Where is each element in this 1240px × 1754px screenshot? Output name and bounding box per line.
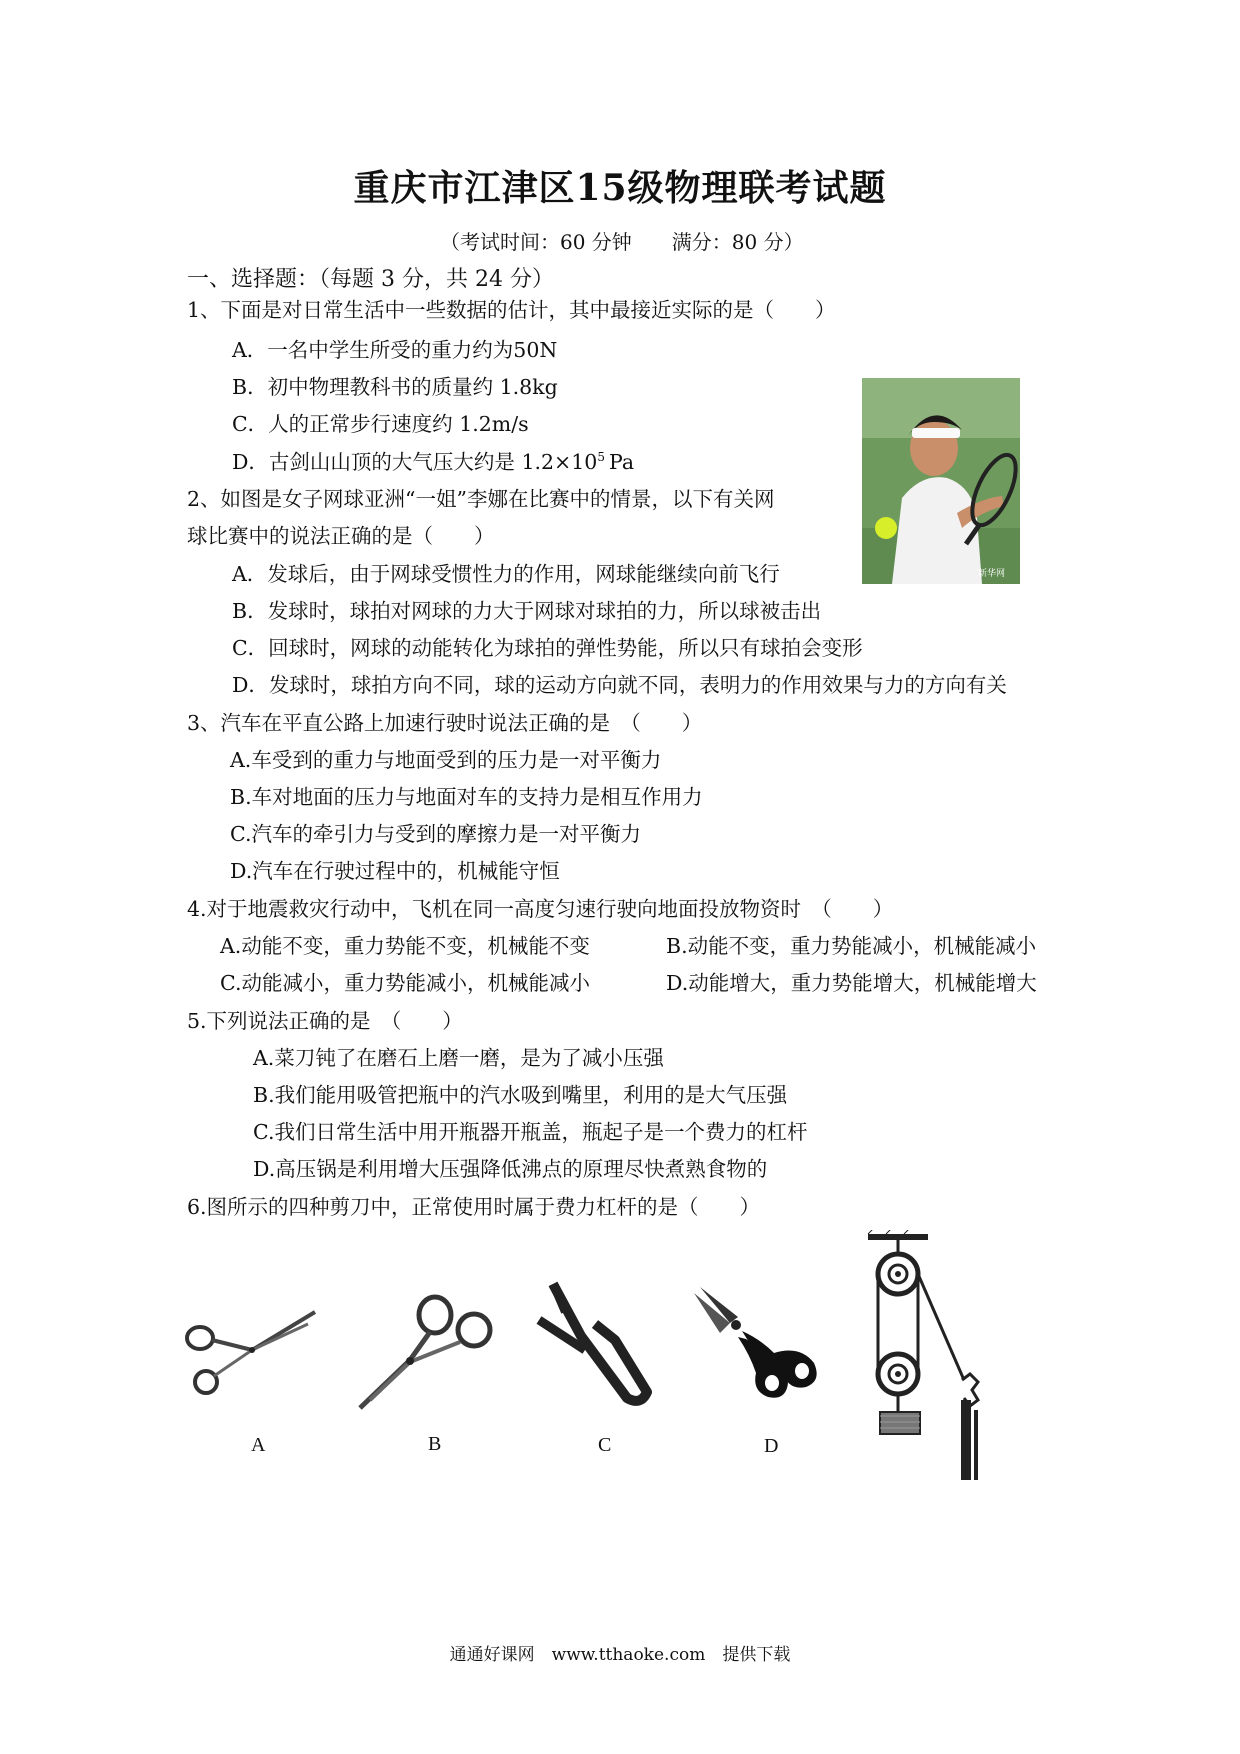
section-heading: 一、选择题：（每题 3 分，共 24 分） [187,267,554,292]
question-5-option-d: D.高压锅是利用增大压强降低沸点的原理尽快煮熟食物的 [253,1157,768,1181]
scissors-a-figure [180,1290,320,1400]
question-2-option-d: D．发球时，球拍方向不同，球的运动方向就不同，表明力的作用效果与力的方向有关 [232,673,1007,697]
figure-label-c: C [598,1434,612,1456]
photo-watermark: 新华网 [978,569,1006,579]
question-2-option-c: C．回球时，网球的动能转化为球拍的弹性势能，所以只有球拍会变形 [232,636,863,660]
question-5-option-b: B.我们能用吸管把瓶中的汽水吸到嘴里，利用的是大气压强 [253,1083,788,1107]
question-3-option-b: B.车对地面的压力与地面对车的支持力是相互作用力 [230,785,703,809]
question-1-stem: 1、下面是对日常生活中一些数据的估计，其中最接近实际的是（ ） [187,298,836,322]
question-4-option-d: D.动能增大，重力势能增大，机械能增大 [666,971,1037,995]
question-1-option-b: B．初中物理教科书的质量约 1.8kg [232,375,558,399]
question-3-option-a: A.车受到的重力与地面受到的压力是一对平衡力 [230,748,662,772]
figure-label-d: D [764,1435,779,1457]
question-3-option-c: C.汽车的牵引力与受到的摩擦力是一对平衡力 [230,822,641,846]
question-6-stem: 6.图所示的四种剪刀中，正常使用时属于费力杠杆的是（ ） [187,1195,761,1219]
page-title: 重庆市江津区15级物理联考试题 [353,167,887,209]
tennis-player-photo [862,378,1020,584]
question-1-option-c: C．人的正常步行速度约 1.2m/s [232,412,529,436]
question-1-option-a: A．一名中学生所受的重力约为50N [232,338,558,362]
pulley-system-figure [866,1230,1006,1480]
exam-info: （考试时间：60 分钟 满分：80 分） [440,230,804,254]
scissors-b-figure [350,1290,495,1410]
question-2-stem-line1: 2、如图是女子网球亚洲“一姐”李娜在比赛中的情景，以下有关网 [187,487,775,511]
question-4-option-a: A.动能不变，重力势能不变，机械能不变 [220,934,590,958]
question-1-option-d: D．古剑山山顶的大气压大约是 $1.2\times 10^5$ Pa [232,449,635,474]
question-4-option-b: B.动能不变，重力势能减小，机械能减小 [666,934,1037,958]
question-4-stem: 4.对于地震救灾行动中，飞机在同一高度匀速行驶向地面投放物资时 （ ） [187,897,894,921]
question-4-option-c: C.动能减小，重力势能减小，机械能减小 [220,971,590,995]
figure-label-a: A [251,1434,266,1456]
question-2-option-b: B．发球时，球拍对网球的力大于网球对球拍的力，所以球被击出 [232,599,822,623]
figure-label-b: B [428,1433,442,1455]
scissors-d-figure [690,1283,830,1403]
question-5-stem: 5.下列说法正确的是 （ ） [187,1009,463,1033]
footer-source: 通通好课网 www.tthaoke.com 提供下载 [449,1645,791,1665]
question-3-stem: 3、汽车在平直公路上加速行驶时说法正确的是 （ ） [187,711,703,735]
question-3-option-d: D.汽车在行驶过程中的，机械能守恒 [230,859,560,883]
question-5-option-c: C.我们日常生活中用开瓶器开瓶盖，瓶起子是一个费力的杠杆 [253,1120,808,1144]
question-5-option-a: A.菜刀钝了在磨石上磨一磨，是为了减小压强 [253,1046,664,1070]
question-2-stem-line2: 球比赛中的说法正确的是（ ） [187,524,495,548]
question-2-option-a: A．发球后，由于网球受惯性力的作用，网球能继续向前飞行 [232,562,780,586]
scissors-c-figure [535,1280,655,1410]
